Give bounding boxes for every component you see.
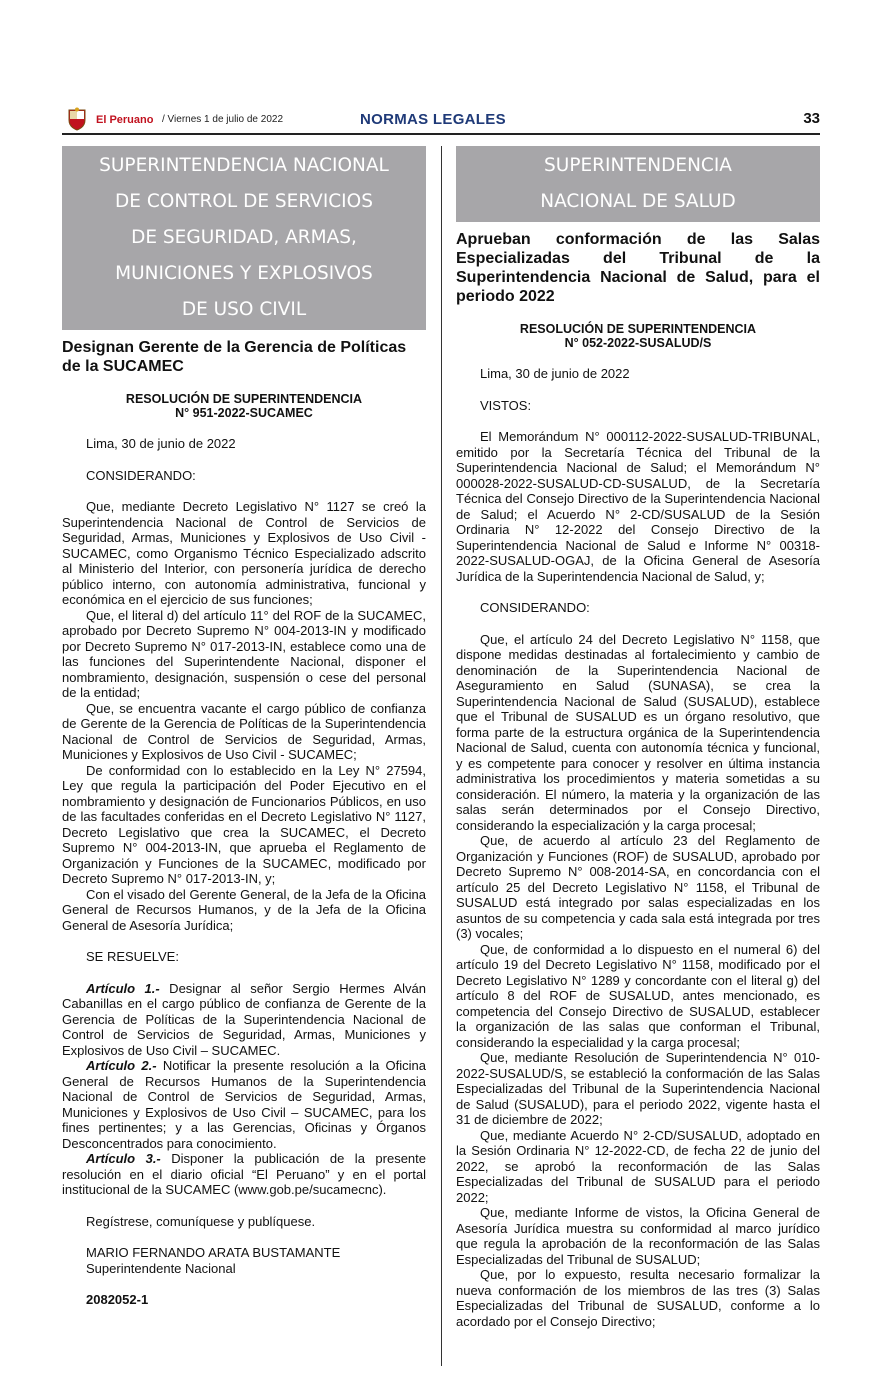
- institution-banner: [62, 146, 426, 330]
- article-text: Designar al señor Sergio Hermes Alván Cabanillas en el cargo público de confianza de Gerente de la Gerencia de Políticas de la Superintendencia Nacional de Control de Servicios de Seguridad, Armas, Municiones y Explosivos de Uso Civil – SUCAMEC.: [62, 980, 426, 1058]
- paragraph: Que, por lo expuesto, resulta necesario formalizar la nueva conformación de los miembros de las tres (3) Salas Especializadas del Tribunal de SUSALUD, conforme a lo acordado por el Consejo Directivo;: [456, 1267, 820, 1329]
- page-number: 33: [803, 110, 820, 127]
- institution-line: DE SEGURIDAD, ARMAS,: [131, 227, 357, 248]
- spacer: [62, 483, 426, 499]
- paragraph: De conformidad con lo establecido en la Ley N° 27594, Ley que regula la participación del Poder Ejecutivo en el nombramiento y designación de Funcionarios Públicos, en uso de las facultades conferidas en el Decreto Legislativo N° 1127, Decreto Legislativo que crea la SUCAMEC, el Decreto Supremo N° 004-2013-IN, que aprueba el Reglamento de Organización y Funciones de la SUCAMEC, modificado por Decreto Supremo N° 017-2013-IN, y;: [62, 762, 426, 886]
- right-column: [456, 146, 820, 1329]
- paragraph: Que, de conformidad a lo dispuesto en el numeral 6) del artículo 19 del Decreto Legislativo N° 1158, modificado por el Decreto Legislativo N° 1289 y concordante con el literal g) del artículo 8 del ROF de SUSALUD, antes mencionado, es competencia del Consejo Directivo de SUSALUD, establecer la organización de las salas que conforman el Tribunal, considerando la especialidad y la carga procesal;: [456, 941, 820, 1050]
- resolution-number: N° 951-2022-SUCAMEC: [175, 406, 313, 420]
- resolution-type: RESOLUCIÓN DE SUPERINTENDENCIA: [519, 322, 757, 336]
- spacer: [456, 584, 820, 600]
- paragraph: Que, de acuerdo al artículo 23 del Reglamento de Organización y Funciones (ROF) de SUSALUD, aprobado por Decreto Supremo N° 008-2014-SA, en concordancia con el artículo 25 del Decreto Legislativo N° 1158, el Tribunal de SUSALUD está integrado por salas especializadas en los asuntos de su competencia y cada sala está integrada por tres (3) vocales;: [456, 833, 820, 941]
- paragraph: Que, mediante Decreto Legislativo N° 1127 se creó la Superintendencia Nacional de Control de Servicios de Seguridad, Armas, Municiones y Explosivos de Uso Civil - SUCAMEC, como Organismo Técnico Especializado adscrito al Ministerio del Interior, con personería jurídica de derecho público interno, con autonomía administrativa, funcional y económica en el ejercicio de sus funciones;: [62, 499, 426, 607]
- resolution-heading: [62, 392, 426, 420]
- institution-line: MUNICIONES Y EXPLOSIVOS: [115, 263, 373, 284]
- spacer: [456, 413, 820, 429]
- spacer: [62, 452, 426, 468]
- newspaper-brand: El Peruano: [96, 114, 154, 126]
- page-header: [62, 106, 822, 132]
- paragraph: Que, mediante Acuerdo N° 2-CD/SUSALUD, adoptado en la Sesión Ordinaria N° 12-2022-CD, de fecha 22 de junio del 2022, se aprobó la reconformación de las Salas Especializadas del Tribunal de SUSALUD para el periodo 2022;: [456, 1127, 820, 1205]
- article-label: Artículo 1.-: [86, 980, 160, 996]
- section-name: NORMAS LEGALES: [360, 111, 506, 128]
- spacer: [62, 933, 426, 949]
- left-column: [62, 146, 426, 1308]
- institution-line: NACIONAL DE SALUD: [540, 191, 736, 212]
- article-title: Designan Gerente de la Gerencia de Políticas de la SUCAMEC: [62, 339, 407, 375]
- closing-formula: Regístrese, comuníquese y publíquese.: [86, 1213, 316, 1229]
- coat-of-arms-icon: [66, 107, 88, 131]
- publication-date: / Viernes 1 de julio de 2022: [162, 114, 284, 125]
- institution-line: DE CONTROL DE SERVICIOS: [115, 191, 373, 212]
- resolution-heading: [456, 322, 820, 350]
- spacer: [456, 616, 820, 632]
- article-label: Artículo 2.-: [86, 1058, 157, 1073]
- spacer: [456, 350, 820, 366]
- spacer: [62, 1276, 426, 1292]
- spacer: [456, 382, 820, 398]
- place-date: Lima, 30 de junio de 2022: [86, 436, 236, 451]
- institution-line: DE USO CIVIL: [181, 299, 307, 320]
- signer-name: MARIO FERNANDO ARATA BUSTAMANTE: [86, 1245, 341, 1260]
- spacer: [62, 965, 426, 981]
- paragraph: Que, el literal d) del artículo 11° del ROF de la SUCAMEC, aprobado por Decreto Supremo N° 004-2013-IN y modificado por Decreto Supremo N° 017-2013-IN, establece como una de las funciones del Superintendente Nacional, disponer el nombramiento, designación, suspensión o cese del personal de la entidad;: [62, 607, 426, 700]
- paragraph: Con el visado del Gerente General, de la Jefa de la Oficina General de Recursos Humanos, y de la Jefa de la Oficina General de Asesoría Jurídica;: [62, 886, 426, 933]
- paragraph: Que, mediante Resolución de Superintendencia N° 010-2022-SUSALUD/S, se estableció la conformación de las Salas Especializadas del Tribunal de la Superintendencia Nacional de Salud (SUSALUD), para el periodo 2022, vigente hasta el 31 de diciembre de 2022;: [456, 1050, 820, 1127]
- article-title: Aprueban conformación de las Salas Especializadas del Tribunal de la Superintendencia Nacional de Salud, para el periodo 2022: [456, 231, 820, 305]
- paragraph: Que, mediante Informe de vistos, la Oficina General de Asesoría Jurídica muestra su conformidad al marco jurídico que regula la aprobación de la reconformación de las Salas Especializadas del Tribunal de SUSALUD;: [456, 1205, 820, 1267]
- place-date: Lima, 30 de junio de 2022: [480, 366, 630, 381]
- article-text: Disponer la publicación de la presente resolución en el diario oficial “El Peruano” y en el portal institucional de la SUCAMEC (www.gob.pe/sucamecnc).: [62, 1151, 426, 1197]
- spacer: [62, 420, 426, 436]
- signer-title: Superintendente Nacional: [86, 1260, 236, 1276]
- seen-paragraph: El Memorándum N° 000112-2022-SUSALUD-TRIBUNAL, emitido por la Secretaría Técnica del Tribunal de la Superintendencia Nacional de Salud; el Memorándum N° 000028-2022-SUSALUD-CD-SUSALUD, de la Secretaría Técnica del Consejo Directivo de la Superintendencia Nacional de Salud; el Acuerdo N° 2-CD/SUSALUD de la Sesión Ordinaria N° 12-2022 del Consejo Directivo de la Superintendencia Nacional de Salud e Informe N° 00318-2022-SUSALUD-OGAJ, de la Oficina General de Asesoría Jurídica de la Superintendencia Nacional de Salud, y;: [456, 429, 820, 584]
- article-1: [62, 981, 426, 1059]
- resolution-number: N° 052-2022-SUSALUD/S: [564, 336, 712, 350]
- column-divider: [441, 146, 442, 1366]
- article-text: Notificar la presente resolución a la Oficina General de Recursos Humanos de la Superintendencia Nacional de Control de Servicios de Seguridad, Armas, Municiones y Explosivos de Uso Civil – SUCAMEC, para los fines pertinentes; y a las Gerencias, Oficinas y Órganos Desconcentrados para conocimiento.: [62, 1058, 426, 1151]
- considering-heading: CONSIDERANDO:: [86, 467, 196, 483]
- article-3: [62, 1151, 426, 1198]
- paragraph: Que, el artículo 24 del Decreto Legislativo N° 1158, que dispone medidas destinadas al fortalecimiento y cambio de denominación de la Superintendencia Nacional de Aseguramiento en Salud (SUNASA), se crea la Superintendencia Nacional de Salud (SUSALUD), establece que el Tribunal de SUSALUD es un órgano resolutivo, que forma parte de la estructura orgánica de la Superintendencia Nacional de Salud, cuenta con autonomía técnica y funcional, y es competente para conocer y resolver en última instancia administrativa los procedimientos y materia sometidas a su consideración. El número, la materia y la organización de las salas serán determinados por el Consejo Directivo, considerando la especialización y la carga procesal;: [456, 631, 820, 833]
- header-rule: [62, 133, 820, 135]
- institution-line: SUPERINTENDENCIA: [544, 155, 732, 176]
- spacer: [62, 1229, 426, 1245]
- considering-heading: CONSIDERANDO:: [480, 600, 590, 615]
- institution-line: SUPERINTENDENCIA NACIONAL: [99, 155, 389, 176]
- article-label: Artículo 3.-: [86, 1151, 161, 1166]
- article-2: [62, 1058, 426, 1151]
- paragraph: Que, se encuentra vacante el cargo público de confianza de Gerente de la Gerencia de Políticas de la Superintendencia Nacional de Control de Servicios de Seguridad, Armas, Municiones y Explosivos de Uso Civil - SUCAMEC;: [62, 700, 426, 762]
- publication-code: 2082052-1: [86, 1292, 149, 1307]
- institution-banner: [456, 146, 820, 222]
- spacer: [62, 1198, 426, 1214]
- resolution-type: RESOLUCIÓN DE SUPERINTENDENCIA: [125, 392, 363, 406]
- seen-heading: VISTOS:: [480, 397, 532, 413]
- resolve-heading: SE RESUELVE:: [86, 949, 179, 964]
